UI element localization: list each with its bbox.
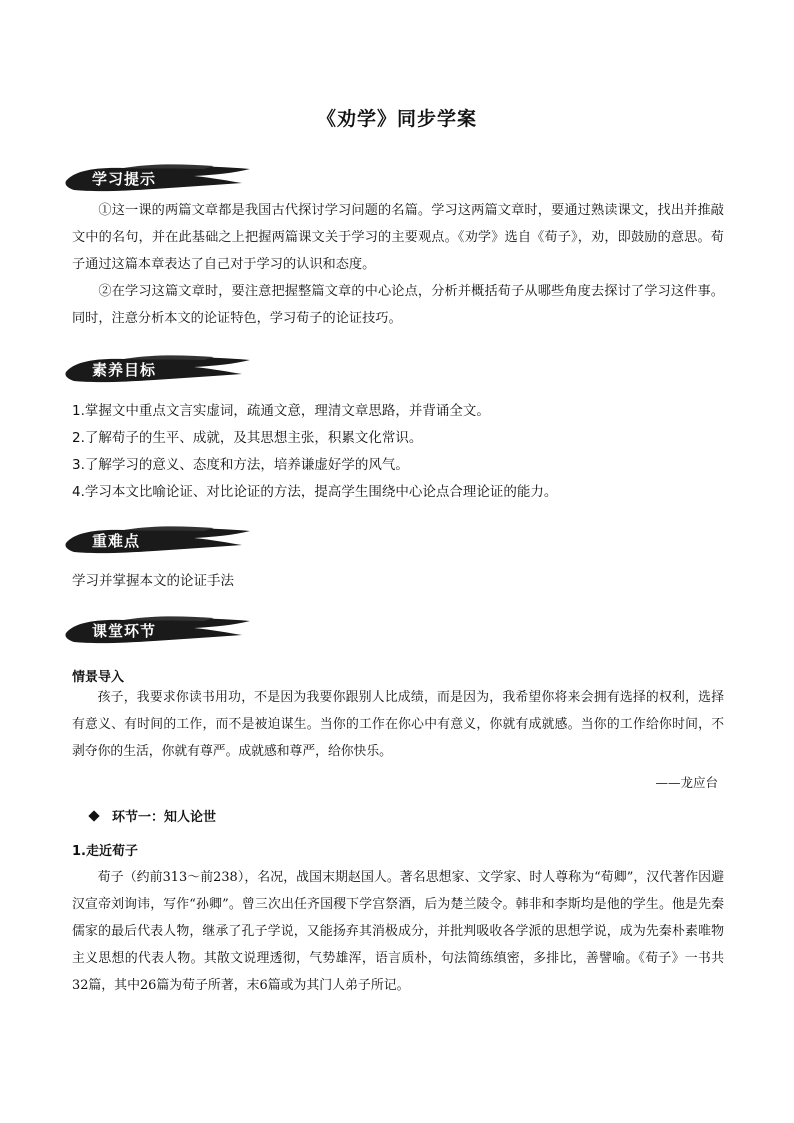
goal-item: 4.学习本文比喻论证、对比论证的方法，提高学生围绕中心论点合理论证的能力。 [72, 484, 558, 500]
subsection-title: 1.走近荀子 [72, 844, 138, 859]
section-banner-tips [64, 163, 254, 193]
xunzi-bio-paragraph: 荀子（约前313～前238），名况，战国末期赵国人。著名思想家、文学家、时人尊称为“荀卿”，汉代著作因避汉宣帝刘询讳，写作“孙卿”。曾三次出任齐国稷下学宫祭酒，后为楚兰陵令。韩非和李斯均是他的学生。他是先秦儒家的最后代表人物，继承了孔子学说，又能扬弃其消极成分，并批判吸收各学派的思想学说，成为先秦朴素唯物主义思想的代表人物。其散文说理透彻，气势雄浑，语言质朴，句法简练缜密，多排比，善譬喻。《荀子》一书共32篇，其中26篇为荀子所著，末6篇或为其门人弟子所记。 [72, 870, 724, 993]
section-heading: 重难点 [92, 532, 141, 550]
section-heading: 学习提示 [92, 170, 157, 188]
section-banner-class [64, 615, 254, 645]
intro-title: 情景导入 [72, 670, 125, 685]
section-heading: 课堂环节 [92, 622, 157, 640]
tips-paragraph-1: ①这一课的两篇文章都是我国古代探讨学习问题的名篇。学习这两篇文章时，要通过熟读课文，找出并推敲文中的名句，并在此基础之上把握两篇课文关于学习的主要观点。《劝学》选自《荀子》，劝，即鼓励的意思。荀子通过这篇本章表达了自己对于学习的认识和态度。 [72, 203, 724, 272]
quote-attribution: ——龙应台 [655, 775, 718, 790]
tips-paragraph-2: ②在学习这篇文章时，要注意把握整篇文章的中心论点，分析并概括荀子从哪些角度去探讨了学习这件事。同时，注意分析本文的论证特色，学习荀子的论证技巧。 [72, 284, 724, 326]
section-banner-goals [64, 354, 254, 384]
page-title: 《劝学》同步学案 [316, 108, 477, 130]
step-label: 环节一：知人论世 [112, 810, 217, 825]
section-heading: 素养目标 [92, 361, 157, 379]
goal-item: 3.了解学习的意义、态度和方法，培养谦虚好学的风气。 [72, 457, 409, 473]
diamond-bullet-icon [88, 810, 99, 821]
goal-item: 2.了解荀子的生平、成就，及其思想主张，积累文化常识。 [72, 430, 423, 446]
key-point-text: 学习并掌握本文的论证手法 [72, 573, 234, 589]
goal-item: 1.掌握文中重点文言实虚词，疏通文意，理清文章思路，并背诵全文。 [72, 403, 490, 419]
section-banner-key [64, 525, 254, 555]
step-heading [90, 806, 216, 825]
intro-paragraph: 孩子，我要求你读书用功，不是因为我要你跟别人比成绩，而是因为，我希望你将来会拥有选择的权利，选择有意义、有时间的工作，而不是被迫谋生。当你的工作在你心中有意义，你就有成就感。当你的工作给你时间，不剥夺你的生活，你就有尊严。成就感和尊严，给你快乐。 [72, 690, 724, 759]
